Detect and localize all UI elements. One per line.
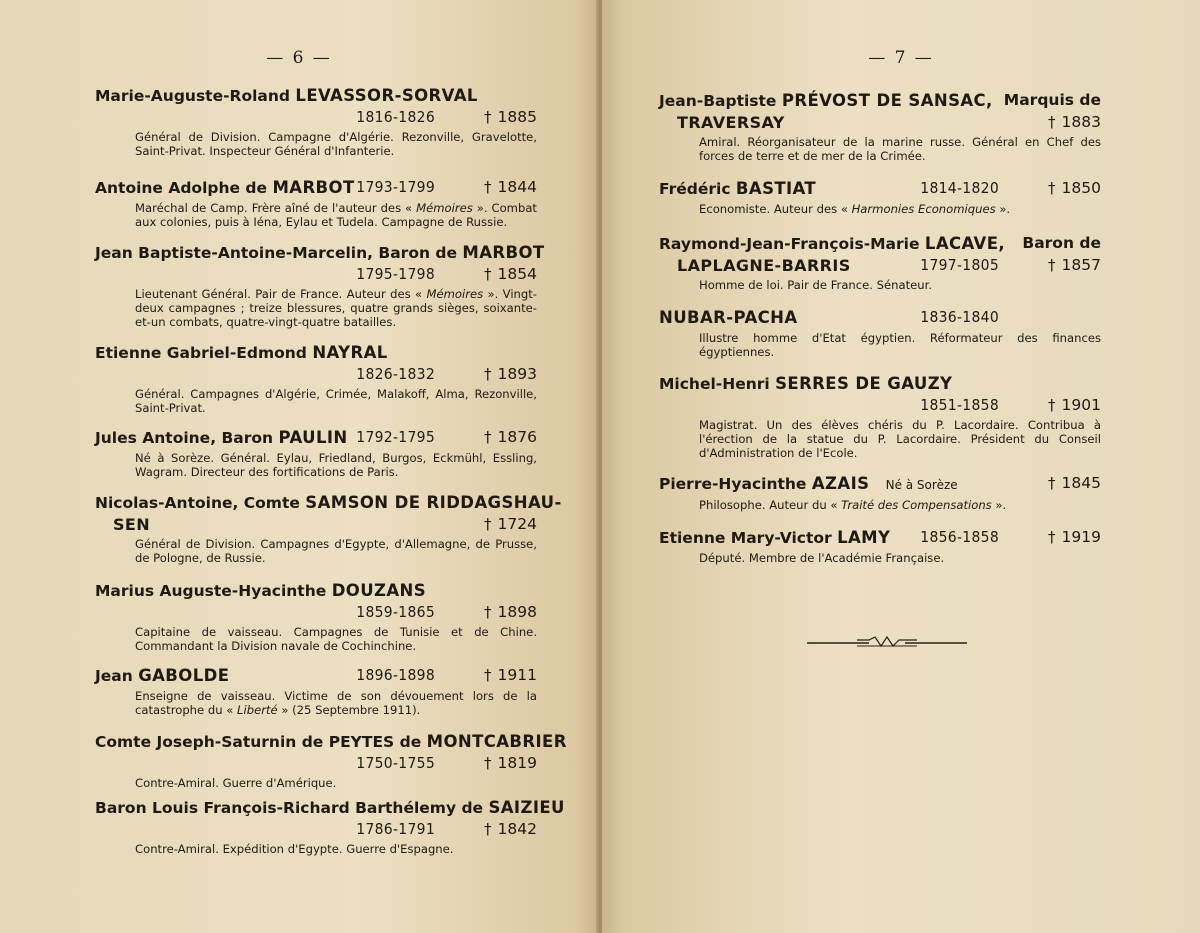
entry-nayral: Etienne Gabriel-Edmond NAYRAL 1826-1832 † 1893 Général. Campagnes d'Algérie, Crimée, Malakoff, Alma, Rezonville, Saint-Privat. (95, 343, 537, 415)
entry-description: Lieutenant Général. Pair de France. Auteur des « Mémoires ». Vingt-deux campagnes ; treize blessures, quatre grands sièges, soixante-et-un combats, quatre-vingt-quatre batailles. (135, 287, 537, 329)
entry-years: 1816-1826 (356, 108, 435, 126)
entry-description: Enseigne de vaisseau. Victime de son dévouement lors de la catastrophe du « Liberté » (25 Septembre 1911). (135, 689, 537, 717)
entry-samson: Nicolas-Antoine, Comte SAMSON DE RIDDAGSHAU- SEN † 1724 Général de Division. Campagnes d'Egypte, d'Allemagne, de Prusse, de Pologne, de Russie. (95, 493, 562, 565)
cross-icon: † (1048, 113, 1056, 131)
entry-description: Né à Sorèze. Général. Eylau, Friedland, Burgos, Eckmühl, Essling, Wagram. Directeur des fortifications de Paris. (135, 451, 537, 479)
cross-icon: † (484, 666, 492, 684)
entry-death: † 1885 (484, 108, 537, 126)
entry-saizieu: Baron Louis François-Richard Barthélemy de SAIZIEU 1786-1791 † 1842 Contre-Amiral. Expédition d'Egypte. Guerre d'Espagne. (95, 798, 565, 856)
cross-icon: † (1048, 256, 1056, 274)
entry-description: Général de Division. Campagne d'Algérie. Rezonville, Gravelotte, Saint-Privat. Inspecteur Général d'Infanterie. (135, 130, 537, 158)
entry-description: Député. Membre de l'Académie Française. (699, 551, 945, 565)
entry-montcabrier: Comte Joseph-Saturnin de PEYTES de MONTCABRIER 1750-1755 † 1819 Contre-Amiral. Guerre d'Amérique. (95, 732, 567, 790)
cross-icon: † (1048, 396, 1056, 414)
decorative-divider (807, 634, 967, 650)
cross-icon: † (484, 365, 492, 383)
entry-name: Marie-Auguste-Roland LEVASSOR-SORVAL (95, 86, 478, 105)
right-page (602, 0, 1200, 933)
entry-lamy: Etienne Mary-Victor LAMY 1856-1858 † 1919 Député. Membre de l'Académie Française. (659, 528, 1101, 565)
cross-icon: † (484, 515, 492, 533)
entry-marbot-jean-baptiste: Jean Baptiste-Antoine-Marcelin, Baron de MARBOT 1795-1798 † 1854 Lieutenant Général. Pair de France. Auteur des « Mémoires ». Vingt-deux campagnes ; treize blessures, quatre grands sièges, soixante-et-un combats, quatre-vingt-quatre batailles. (95, 243, 545, 329)
cross-icon: † (484, 108, 492, 126)
cross-icon: † (484, 603, 492, 621)
entry-azais: Pierre-Hyacinthe AZAIS Né à Sorèze † 1845 Philosophe. Auteur du « Traité des Compensations ». (659, 474, 1101, 512)
entry-description: Capitaine de vaisseau. Campagnes de Tunisie et de Chine. Commandant la Division navale de Cochinchine. (135, 625, 537, 653)
cross-icon: † (1048, 474, 1056, 492)
entry-description: Général de Division. Campagnes d'Egypte, d'Allemagne, de Prusse, de Pologne, de Russie. (135, 537, 537, 565)
entry-serres-de-gauzy: Michel-Henri SERRES DE GAUZY 1851-1858 † 1901 Magistrat. Un des élèves chéris du P. Lacordaire. Contribua à l'érection de la statue du P. Lacordaire. Président du Conseil d'Administration de l'Ecole. (659, 374, 1101, 460)
cross-icon: † (484, 428, 492, 446)
page-number-left: — 6 — (266, 48, 332, 68)
entry-description: Maréchal de Camp. Frère aîné de l'auteur des « Mémoires ». Combat aux colonies, puis à Iéna, Eylau et Tudela. Campagne de Russie. (135, 201, 537, 229)
entry-paulin: Jules Antoine, Baron PAULIN 1792-1795 † 1876 Né à Sorèze. Général. Eylau, Friedland, Burgos, Eckmühl, Essling, Wagram. Directeur des fortifications de Paris. (95, 428, 537, 479)
entry-marbot-antoine: Antoine Adolphe de MARBOT 1793-1799 † 1844 Maréchal de Camp. Frère aîné de l'auteur des « Mémoires ». Combat aux colonies, puis à Iéna, Eylau et Tudela. Campagne de Russie. (95, 178, 537, 229)
entry-description: Philosophe. Auteur du « Traité des Compensations ». (699, 498, 1007, 512)
page-number-right: — 7 — (868, 48, 934, 68)
entry-prevost-de-sansac: Jean-Baptiste PRÉVOST DE SANSAC, Marquis de TRAVERSAY † 1883 Amiral. Réorganisateur de la marine russe. Général en Chef des forces de terre et de mer de la Crimée. (659, 91, 1101, 163)
entry-description: Illustre homme d'Etat égyptien. Réformateur des finances égyptiennes. (699, 331, 1101, 359)
entry-gabolde: Jean GABOLDE 1896-1898 † 1911 Enseigne de vaisseau. Victime de son dévouement lors de la catastrophe du « Liberté » (25 Septembre 1911). (95, 666, 537, 717)
entry-nubar-pacha: NUBAR-PACHA 1836-1840 Illustre homme d'Etat égyptien. Réformateur des finances égyptiennes. (659, 308, 1101, 359)
entry-description: Contre-Amiral. Expédition d'Egypte. Guerre d'Espagne. (135, 842, 454, 856)
entry-description: Amiral. Réorganisateur de la marine russe. Général en Chef des forces de terre et de mer de la Crimée. (699, 135, 1101, 163)
cross-icon: † (484, 754, 492, 772)
left-page (0, 0, 598, 933)
entry-douzans: Marius Auguste-Hyacinthe DOUZANS 1859-1865 † 1898 Capitaine de vaisseau. Campagnes de Tunisie et de Chine. Commandant la Division navale de Cochinchine. (95, 581, 537, 653)
entry-description: Economiste. Auteur des « Harmonies Economiques ». (699, 202, 1011, 216)
entry-lacave: Raymond-Jean-François-Marie LACAVE, Baron de LAPLAGNE-BARRIS 1797-1805 † 1857 Homme de loi. Pair de France. Sénateur. (659, 234, 1101, 292)
cross-icon: † (484, 178, 492, 196)
entry-description: Contre-Amiral. Guerre d'Amérique. (135, 776, 337, 790)
cross-icon: † (1048, 528, 1056, 546)
entry-description: Homme de loi. Pair de France. Sénateur. (699, 278, 933, 292)
cross-icon: † (1048, 179, 1056, 197)
entry-levassor-sorval (95, 85, 537, 158)
entry-description: Général. Campagnes d'Algérie, Crimée, Malakoff, Alma, Rezonville, Saint-Privat. (135, 387, 537, 415)
entry-bastiat: Frédéric BASTIAT 1814-1820 † 1850 Economiste. Auteur des « Harmonies Economiques ». (659, 179, 1101, 216)
cross-icon: † (484, 265, 492, 283)
entry-description: Magistrat. Un des élèves chéris du P. Lacordaire. Contribua à l'érection de la statue du P. Lacordaire. Président du Conseil d'Administration de l'Ecole. (699, 418, 1101, 460)
cross-icon: † (484, 820, 492, 838)
